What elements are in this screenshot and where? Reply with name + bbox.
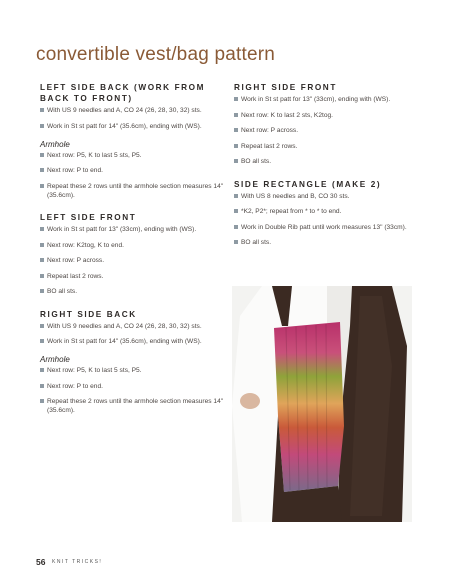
list-item — [40, 241, 226, 250]
list-item — [234, 126, 424, 135]
step-text: Next row: P across. — [241, 127, 299, 134]
bullet-icon — [40, 384, 44, 388]
bullet-icon — [40, 399, 44, 403]
step-text: Next row: P5, K to last 5 sts, P5. — [47, 367, 142, 374]
list-item — [40, 287, 226, 296]
step-text: Repeat these 2 rows until the armhole section measures 14" (35.6cm). — [47, 398, 224, 414]
list-item — [40, 225, 226, 234]
list-item — [234, 111, 424, 120]
section-heading-left-side-front: LEFT SIDE FRONT — [40, 213, 137, 222]
bullet-icon — [40, 274, 44, 278]
step-text: BO all sts. — [47, 288, 78, 295]
bullet-icon — [234, 240, 238, 244]
list-item — [40, 272, 226, 281]
subheading-armhole: Armhole — [40, 355, 70, 364]
step-text: Repeat these 2 rows until the armhole section measures 14" (35.6cm). — [47, 182, 224, 199]
bullet-icon — [40, 243, 44, 247]
steps-left-armhole — [40, 151, 226, 200]
step-text: Repeat last 2 rows. — [241, 142, 298, 150]
list-item — [40, 182, 226, 200]
bullet-icon — [234, 128, 238, 132]
section-heading-right-side-back: RIGHT SIDE BACK — [40, 309, 137, 319]
bullet-icon — [40, 153, 44, 157]
list-item — [40, 122, 226, 131]
step-text: With US 8 needles and B, CO 30 sts. — [241, 192, 350, 200]
step-text: *K2, P2*; repeat from * to * to end. — [241, 208, 342, 215]
list-item — [234, 157, 424, 166]
steps-left-side-back — [40, 106, 226, 131]
section-heading-side-rectangle: SIDE RECTANGLE (MAKE 2) — [234, 179, 382, 189]
list-item — [234, 223, 424, 232]
list-item — [40, 337, 226, 346]
page-title: convertible vest/bag pattern — [36, 44, 276, 65]
bullet-icon — [234, 144, 238, 148]
bullet-icon — [40, 168, 44, 172]
list-item — [234, 95, 424, 104]
steps-left-side-front — [40, 225, 226, 296]
step-text: Next row: K to last 2 sts, K2tog. — [241, 111, 333, 119]
vest-photo — [232, 286, 412, 522]
bullet-icon — [40, 324, 44, 328]
section-heading-right-side-front: RIGHT SIDE FRONT — [234, 83, 337, 92]
list-item — [40, 256, 226, 265]
list-item — [234, 238, 424, 247]
list-item — [234, 207, 424, 216]
list-item — [40, 382, 226, 391]
bullet-icon — [40, 124, 44, 128]
bullet-icon — [40, 368, 44, 372]
list-item — [40, 366, 226, 375]
step-text: BO all sts. — [241, 158, 272, 165]
subheading-armhole: Armhole — [40, 139, 70, 149]
page-number: 56 — [36, 557, 46, 567]
step-text: Next row: P5, K to last 5 sts, P5. — [47, 151, 142, 159]
list-item — [40, 322, 226, 331]
left-column — [40, 82, 226, 422]
list-item — [40, 106, 226, 115]
list-item — [234, 192, 424, 201]
bullet-icon — [234, 159, 238, 163]
list-item — [40, 151, 226, 160]
step-text: Next row: P across. — [47, 257, 105, 264]
bullet-icon — [40, 227, 44, 231]
bullet-icon — [234, 97, 238, 101]
steps-side-rectangle — [234, 192, 424, 248]
bullet-icon — [234, 209, 238, 213]
running-footer-title: KNIT TRICKS! — [52, 559, 103, 565]
list-item — [40, 166, 226, 175]
bullet-icon — [40, 184, 44, 188]
step-text: Work in St st patt for 14" (35.6cm), ending with (WS). — [47, 338, 202, 345]
step-text: BO all sts. — [241, 239, 272, 246]
step-text: With US 9 needles and A, CO 24 (26, 28, 30, 32) sts. — [47, 322, 202, 330]
bullet-icon — [234, 225, 238, 229]
step-text: Work in St st patt for 13" (33cm), ending with (WS). — [241, 96, 391, 103]
bullet-icon — [234, 113, 238, 117]
bullet-icon — [234, 194, 238, 198]
right-column — [234, 82, 424, 254]
step-text: Next row: P to end. — [47, 167, 103, 174]
bullet-icon — [40, 289, 44, 293]
steps-right-armhole — [40, 366, 226, 415]
list-item — [40, 397, 226, 415]
steps-right-side-back — [40, 322, 226, 347]
section-heading-left-side-back: LEFT SIDE BACK (WORK FROM BACK TO FRONT) — [40, 83, 206, 103]
list-item — [234, 142, 424, 151]
steps-right-side-front — [234, 95, 424, 166]
step-text: Work in St st patt for 13" (33cm), ending with (WS). — [47, 226, 197, 233]
step-text: Next row: P to end. — [47, 382, 103, 390]
bullet-icon — [40, 108, 44, 112]
bullet-icon — [40, 339, 44, 343]
step-text: Work in St st patt for 14" (35.6cm), ending with (WS). — [47, 122, 202, 130]
step-text: Next row: K2tog, K to end. — [47, 241, 124, 249]
step-text: With US 9 needles and A, CO 24 (26, 28, 30, 32) sts. — [47, 107, 202, 114]
bullet-icon — [40, 258, 44, 262]
step-text: Repeat last 2 rows. — [47, 272, 104, 280]
step-text: Work in Double Rib patt until work measures 13" (33cm). — [241, 223, 407, 231]
